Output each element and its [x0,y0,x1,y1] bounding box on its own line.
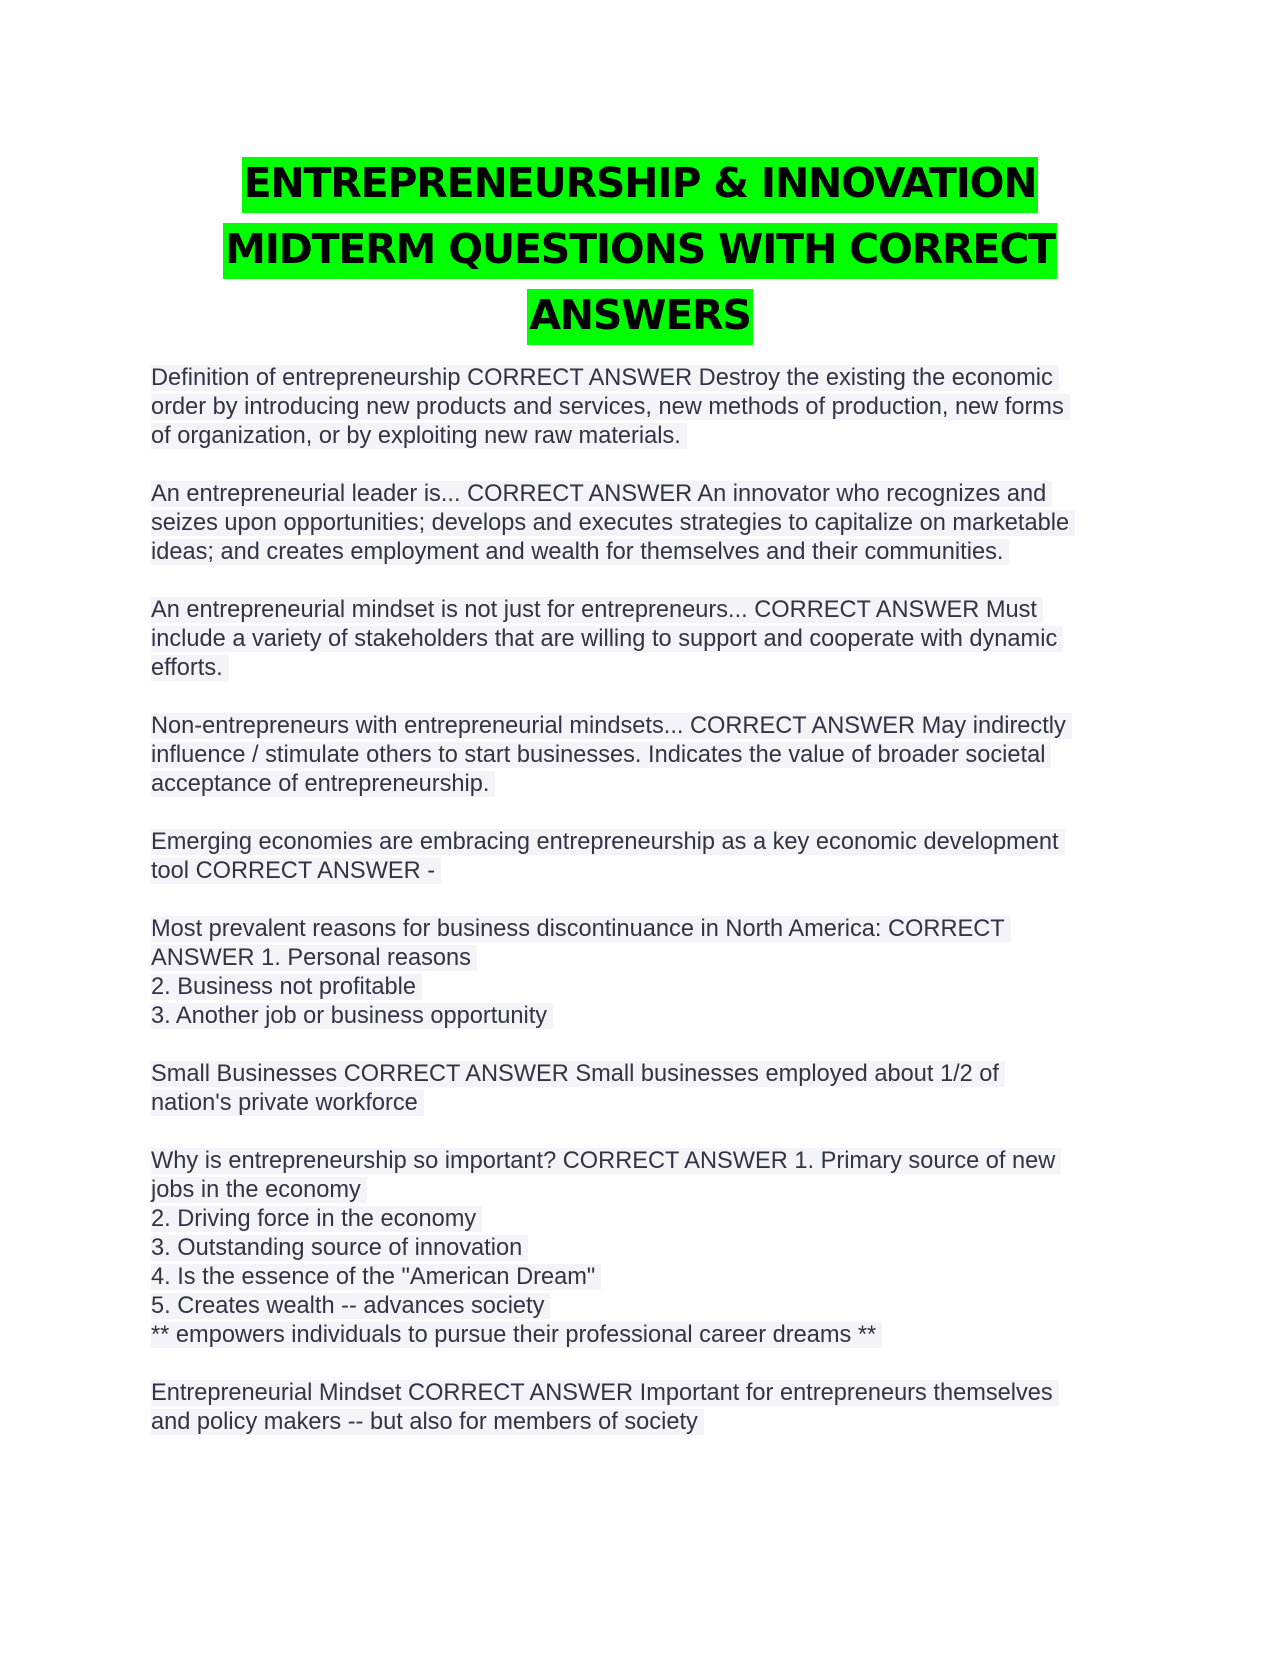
qa-line-text: influence / stimulate others to start businesses. Indicates the value of broader societal [151,742,1051,768]
qa-line [151,1176,1141,1205]
document-title [150,150,1130,348]
qa-line [151,538,1141,567]
qa-entry [151,364,1141,451]
qa-line-text: acceptance of entrepreneurship. [151,771,495,797]
qa-line-text: An entrepreneurial leader is... CORRECT ANSWER An innovator who recognizes and [151,481,1052,507]
qa-line [151,1147,1141,1176]
qa-entry [151,712,1141,799]
qa-line [151,1089,1141,1118]
qa-line [151,741,1141,770]
qa-line [151,654,1141,683]
qa-line-text: efforts. [151,655,229,681]
qa-line [151,1263,1141,1292]
qa-list [151,364,1141,1466]
qa-entry [151,828,1141,886]
qa-line-text: include a variety of stakeholders that are willing to support and cooperate with dynamic [151,626,1063,652]
qa-line-text: ** empowers individuals to pursue their professional career dreams ** [151,1322,882,1348]
qa-line-text: seizes upon opportunities; develops and executes strategies to capitalize on marketable [151,510,1075,536]
qa-line-text: of organization, or by exploiting new raw materials. [151,423,687,449]
qa-line-text: Definition of entrepreneurship CORRECT ANSWER Destroy the existing the economic [151,365,1059,391]
qa-line [151,1205,1141,1234]
qa-entry [151,1379,1141,1437]
qa-line-text: ANSWER 1. Personal reasons [151,945,477,971]
qa-line-text: 3. Outstanding source of innovation [151,1235,528,1261]
qa-entry [151,480,1141,567]
qa-line [151,770,1141,799]
qa-line-text: Emerging economies are embracing entrepreneurship as a key economic development [151,829,1065,855]
qa-line [151,596,1141,625]
qa-line [151,625,1141,654]
qa-line-text: An entrepreneurial mindset is not just for entrepreneurs... CORRECT ANSWER Must [151,597,1043,623]
qa-line [151,712,1141,741]
title-line-text: MIDTERM QUESTIONS WITH CORRECT [223,223,1057,279]
qa-entry [151,1060,1141,1118]
title-line [150,150,1130,216]
qa-line [151,973,1141,1002]
qa-line-text: Most prevalent reasons for business discontinuance in North America: CORRECT [151,916,1011,942]
qa-line-text: order by introducing new products and services, new methods of production, new forms [151,394,1070,420]
qa-line-text: Small Businesses CORRECT ANSWER Small businesses employed about 1/2 of [151,1061,1005,1087]
qa-line-text: 2. Driving force in the economy [151,1206,482,1232]
title-line [150,282,1130,348]
title-line-text: ENTREPRENEURSHIP & INNOVATION [242,157,1039,213]
qa-line-text: ideas; and creates employment and wealth for themselves and their communities. [151,539,1009,565]
qa-line [151,1060,1141,1089]
qa-line [151,509,1141,538]
qa-line-text: 5. Creates wealth -- advances society [151,1293,550,1319]
qa-line-text: nation's private workforce [151,1090,424,1116]
qa-line [151,393,1141,422]
title-line-text: ANSWERS [527,289,753,345]
qa-line [151,915,1141,944]
qa-entry [151,915,1141,1031]
qa-line [151,422,1141,451]
qa-line [151,364,1141,393]
qa-line-text: 4. Is the essence of the "American Dream" [151,1264,601,1290]
qa-line [151,1321,1141,1350]
qa-line [151,480,1141,509]
qa-line [151,828,1141,857]
qa-line-text: Entrepreneurial Mindset CORRECT ANSWER Important for entrepreneurs themselves [151,1380,1059,1406]
qa-line [151,1292,1141,1321]
qa-line [151,944,1141,973]
qa-line [151,1002,1141,1031]
qa-line [151,1379,1141,1408]
qa-line-text: Why is entrepreneurship so important? CORRECT ANSWER 1. Primary source of new [151,1148,1061,1174]
qa-line [151,1234,1141,1263]
qa-line-text: tool CORRECT ANSWER - [151,858,441,884]
qa-entry [151,1147,1141,1350]
qa-line-text: Non-entrepreneurs with entrepreneurial mindsets... CORRECT ANSWER May indirectly [151,713,1072,739]
qa-line-text: 2. Business not profitable [151,974,422,1000]
title-line [150,216,1130,282]
qa-line-text: jobs in the economy [151,1177,367,1203]
qa-line [151,1408,1141,1437]
qa-line-text: 3. Another job or business opportunity [151,1003,553,1029]
qa-line [151,857,1141,886]
qa-entry [151,596,1141,683]
qa-line-text: and policy makers -- but also for members of society [151,1409,704,1435]
